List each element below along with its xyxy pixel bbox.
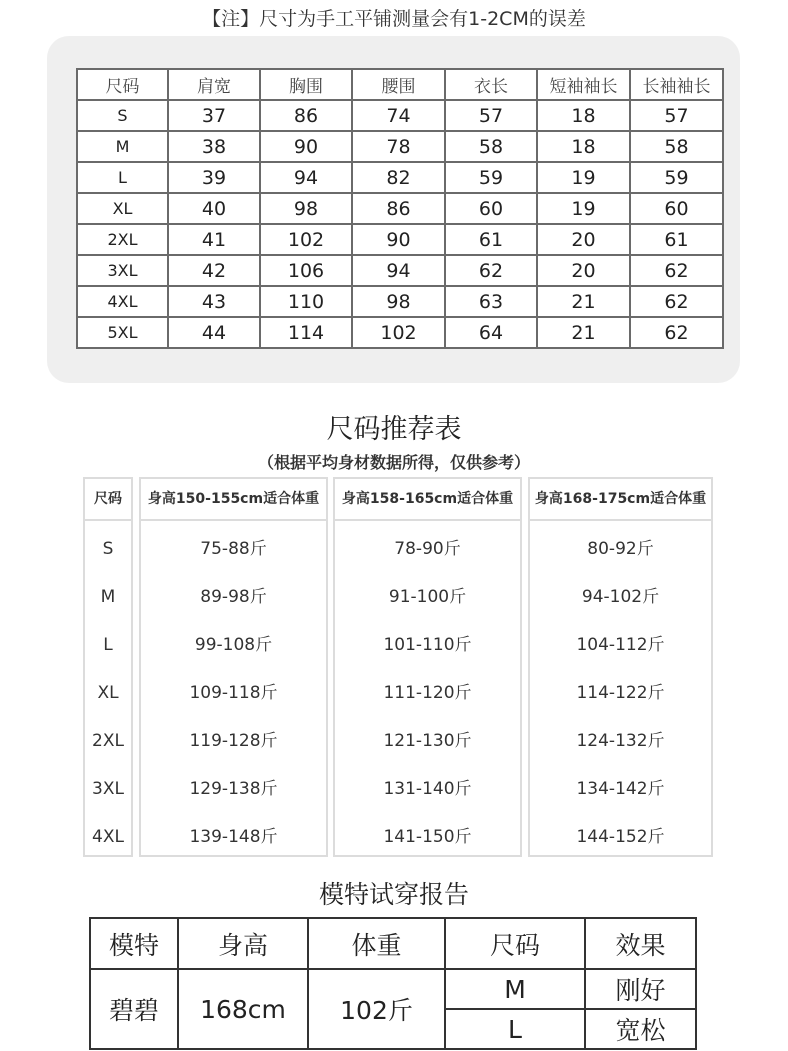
- table-cell: 62: [630, 286, 723, 317]
- table-cell: 20: [537, 224, 630, 255]
- list-item: 131-140斤: [383, 779, 472, 799]
- recommend-column-header: 身高168-175cm适合体重: [530, 479, 711, 521]
- table-cell: 21: [537, 317, 630, 348]
- recommend-column-168-175: [528, 477, 713, 857]
- table-row: [77, 286, 723, 317]
- size-label-cell: XL: [77, 193, 168, 224]
- table-cell: 40: [168, 193, 260, 224]
- table-cell: 39: [168, 162, 260, 193]
- model-height: 168cm: [178, 969, 308, 1049]
- size-table-header-cell: 衣长: [445, 69, 537, 100]
- table-cell: 57: [445, 100, 537, 131]
- recommend-column-158-165: [333, 477, 522, 857]
- size-table-header-cell: 腰围: [352, 69, 445, 100]
- list-item: 124-132斤: [576, 731, 665, 751]
- list-item: 3XL: [92, 779, 124, 799]
- measurement-note: 【注】尺寸为手工平铺测量会有1-2CM的误差: [202, 8, 586, 30]
- model-header-cell: 模特: [90, 918, 178, 969]
- table-row: [77, 100, 723, 131]
- table-cell: 38: [168, 131, 260, 162]
- size-table-header-cell: 肩宽: [168, 69, 260, 100]
- size-table-header-cell: 尺码: [77, 69, 168, 100]
- model-header-cell: 效果: [585, 918, 696, 969]
- size-chart-table: [76, 68, 724, 349]
- table-cell: 82: [352, 162, 445, 193]
- recommend-column-150-155: [139, 477, 328, 857]
- list-item: 114-122斤: [576, 683, 665, 703]
- list-item: 80-92斤: [587, 539, 654, 559]
- model-header-cell: 尺码: [445, 918, 585, 969]
- model-weight: 102斤: [308, 969, 445, 1049]
- list-item: 121-130斤: [383, 731, 472, 751]
- list-item: 89-98斤: [200, 587, 267, 607]
- table-cell: 62: [445, 255, 537, 286]
- table-cell: 18: [537, 131, 630, 162]
- table-cell: 63: [445, 286, 537, 317]
- table-cell: 90: [260, 131, 352, 162]
- size-label-cell: 4XL: [77, 286, 168, 317]
- list-item: 91-100斤: [388, 587, 467, 607]
- list-item: L: [103, 635, 113, 655]
- list-item: 104-112斤: [576, 635, 665, 655]
- table-cell: 21: [537, 286, 630, 317]
- list-item: 2XL: [92, 731, 124, 751]
- list-item: 111-120斤: [383, 683, 472, 703]
- list-item: 144-152斤: [576, 827, 665, 847]
- list-item: 109-118斤: [189, 683, 278, 703]
- table-cell: 43: [168, 286, 260, 317]
- table-cell: 78: [352, 131, 445, 162]
- table-cell: 41: [168, 224, 260, 255]
- model-header-cell: 身高: [178, 918, 308, 969]
- model-name: 碧碧: [90, 969, 178, 1049]
- recommend-subtitle: （根据平均身材数据所得，仅供参考）: [257, 453, 530, 472]
- list-item: M: [100, 587, 116, 607]
- table-cell: 74: [352, 100, 445, 131]
- table-cell: 106: [260, 255, 352, 286]
- table-cell: 90: [352, 224, 445, 255]
- size-table-header-row: [77, 69, 723, 100]
- table-cell: 42: [168, 255, 260, 286]
- size-label-cell: L: [77, 162, 168, 193]
- table-cell: 58: [630, 131, 723, 162]
- list-item: 129-138斤: [189, 779, 278, 799]
- table-cell: 37: [168, 100, 260, 131]
- list-item: 99-108斤: [194, 635, 273, 655]
- table-row: [77, 131, 723, 162]
- list-item: 75-88斤: [200, 539, 267, 559]
- table-row: [77, 255, 723, 286]
- list-item: 141-150斤: [383, 827, 472, 847]
- table-cell: 60: [445, 193, 537, 224]
- table-cell: 18: [537, 100, 630, 131]
- size-label-cell: M: [77, 131, 168, 162]
- table-cell: 98: [352, 286, 445, 317]
- table-cell: 110: [260, 286, 352, 317]
- model-header-cell: 体重: [308, 918, 445, 969]
- table-cell: 86: [260, 100, 352, 131]
- table-row: [77, 317, 723, 348]
- model-report-title: 模特试穿报告: [318, 880, 469, 909]
- list-item: 94-102斤: [581, 587, 660, 607]
- model-fit-effect: 刚好: [585, 969, 696, 1009]
- recommend-column-header: 身高158-165cm适合体重: [335, 479, 520, 521]
- table-cell: 44: [168, 317, 260, 348]
- table-cell: 20: [537, 255, 630, 286]
- list-item: 139-148斤: [189, 827, 278, 847]
- size-label-cell: 2XL: [77, 224, 168, 255]
- table-cell: 102: [260, 224, 352, 255]
- list-item: 101-110斤: [383, 635, 472, 655]
- recommend-column-size: [83, 477, 133, 857]
- size-label-cell: 5XL: [77, 317, 168, 348]
- table-cell: 64: [445, 317, 537, 348]
- size-table-header-cell: 胸围: [260, 69, 352, 100]
- table-row: [77, 162, 723, 193]
- recommend-title: 尺码推荐表: [326, 414, 462, 445]
- table-cell: 114: [260, 317, 352, 348]
- table-cell: 19: [537, 193, 630, 224]
- table-row: [77, 193, 723, 224]
- model-report-table: [89, 917, 697, 1050]
- table-cell: 86: [352, 193, 445, 224]
- size-table-header-cell: 短袖袖长: [537, 69, 630, 100]
- table-cell: 19: [537, 162, 630, 193]
- table-cell: 61: [630, 224, 723, 255]
- table-cell: 94: [352, 255, 445, 286]
- table-cell: 62: [630, 317, 723, 348]
- table-cell: 102: [352, 317, 445, 348]
- table-cell: 94: [260, 162, 352, 193]
- recommend-column-header: 身高150-155cm适合体重: [141, 479, 326, 521]
- list-item: XL: [97, 683, 119, 703]
- table-cell: 98: [260, 193, 352, 224]
- size-label-cell: S: [77, 100, 168, 131]
- size-table-header-cell: 长袖袖长: [630, 69, 723, 100]
- table-cell: 59: [445, 162, 537, 193]
- table-cell: 59: [630, 162, 723, 193]
- model-fit-size: M: [445, 969, 585, 1009]
- list-item: S: [102, 539, 114, 559]
- recommend-column-header: 尺码: [85, 479, 131, 521]
- list-item: 4XL: [92, 827, 124, 847]
- model-fit-effect: 宽松: [585, 1009, 696, 1049]
- list-item: 119-128斤: [189, 731, 278, 751]
- table-cell: 58: [445, 131, 537, 162]
- table-cell: 61: [445, 224, 537, 255]
- table-cell: 57: [630, 100, 723, 131]
- table-row: [77, 224, 723, 255]
- table-cell: 62: [630, 255, 723, 286]
- list-item: 134-142斤: [576, 779, 665, 799]
- table-cell: 60: [630, 193, 723, 224]
- model-fit-size: L: [445, 1009, 585, 1049]
- list-item: 78-90斤: [394, 539, 461, 559]
- size-label-cell: 3XL: [77, 255, 168, 286]
